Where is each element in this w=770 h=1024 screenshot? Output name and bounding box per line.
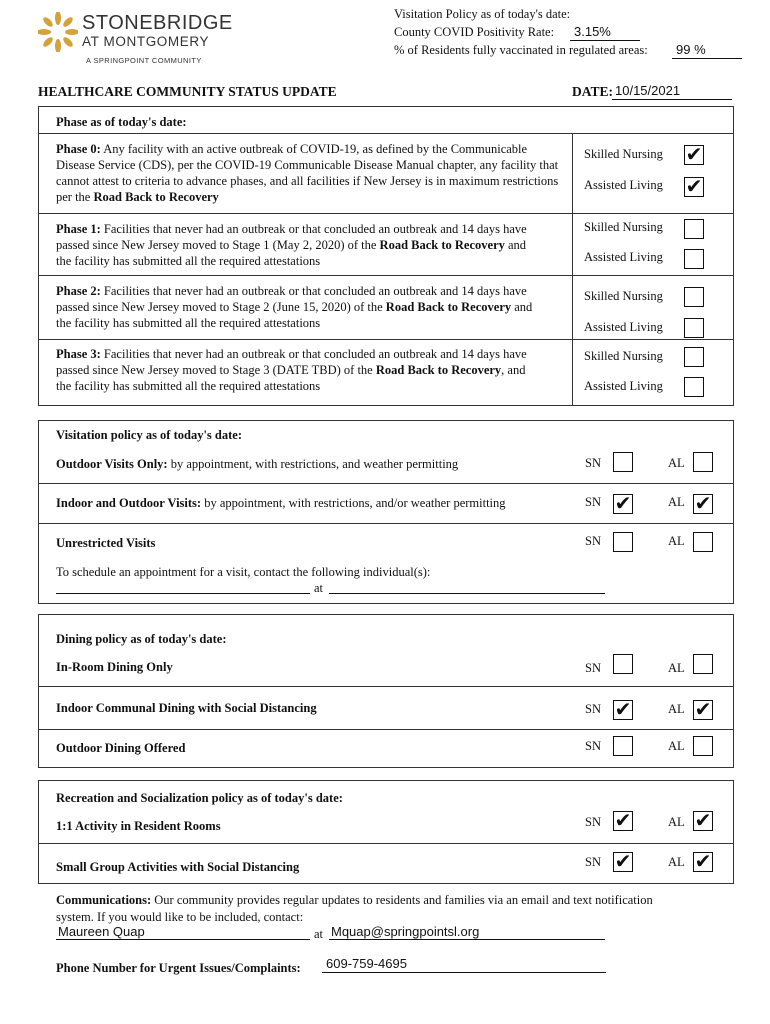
in-room-dining-sn-label: SN (585, 661, 601, 675)
one-on-one-sn-checkbox[interactable]: ✔ (614, 808, 632, 832)
phase-2-skilled-checkbox[interactable] (684, 287, 704, 307)
in-room-dining-sn-checkbox[interactable] (613, 654, 633, 674)
phase-1-description (56, 221, 536, 269)
phase-2-text: Facilities that never had an outbreak or that concluded an outbreak and 14 days have passed since New Jersey moved to Stage 2 (June 15, 2020) of the (56, 284, 527, 314)
phase-heading: Phase as of today's date: (56, 115, 187, 129)
phase-3-text: Facilities that never had an outbreak or that concluded an outbreak and 14 days have passed since New Jersey moved to Stage 3 (DATE TBD) of the (56, 347, 527, 377)
phase-1-skilled-label: Skilled Nursing (584, 220, 663, 234)
communications-line2: system. If you would like to be included, contact: (56, 910, 304, 924)
vaccinated-label: % of Residents fully vaccinated in regulated areas: (394, 43, 648, 57)
outdoor-visits-label: Outdoor Visits Only: (56, 457, 168, 471)
phase-0-text: Any facility with an active outbreak of COVID-19, as defined by the Communicable Disease Service (CDS), per the COVID-19 Communicable Disease Manual chapter, any facility that cannot attest to criteria to advance phases, and all facilities if New Jersey is in maximum restrictions per the (56, 142, 559, 204)
outdoor-dining-label: Outdoor Dining Offered (56, 741, 186, 755)
outdoor-visits-al-checkbox[interactable] (693, 452, 713, 472)
communal-dining-al-label: AL (668, 702, 685, 716)
visitation-heading: Visitation policy as of today's date: (56, 428, 242, 442)
in-room-dining-label: In-Room Dining Only (56, 660, 173, 674)
phase-3-skilled-checkbox[interactable] (684, 347, 704, 367)
phase-3-description (56, 346, 536, 394)
unrestricted-visits-al-label: AL (668, 534, 685, 548)
phase-1-name: Phase 1: (56, 222, 101, 236)
contact-name-value: Maureen Quap (58, 924, 145, 939)
outdoor-visits-sn-label: SN (585, 456, 601, 470)
phase-3-assisted-label: Assisted Living (584, 379, 663, 393)
phase-3-assisted-checkbox[interactable] (684, 377, 704, 397)
outdoor-visits-sn-checkbox[interactable] (613, 452, 633, 472)
phase-0-description (56, 141, 564, 205)
communications-label: Communications: (56, 893, 152, 907)
phase-1-tail: and the facility has submitted all the required attestations (56, 238, 527, 268)
indoor-visits-sn-checkbox[interactable]: ✔ (614, 491, 632, 515)
logo (36, 10, 236, 68)
date-field[interactable] (612, 84, 732, 100)
phase-0-skilled-checkbox[interactable]: ✔ (685, 142, 703, 166)
indoor-visits-sn-label: SN (585, 495, 601, 509)
contact-name-field[interactable] (56, 926, 310, 940)
phase-3-name: Phase 3: (56, 347, 101, 361)
logo-tagline: A SPRINGPOINT COMMUNITY (86, 56, 202, 65)
small-group-sn-label: SN (585, 855, 601, 869)
outdoor-dining-sn-checkbox[interactable] (613, 736, 633, 756)
one-on-one-al-checkbox[interactable]: ✔ (694, 808, 712, 832)
phase-1-text: Facilities that never had an outbreak or that concluded an outbreak and 14 days have passed since New Jersey moved to Stage 1 (May 2, 2020) of the (56, 222, 527, 252)
outdoor-dining-sn-label: SN (585, 739, 601, 753)
indoor-visits-al-checkbox[interactable]: ✔ (694, 491, 712, 515)
positivity-label: County COVID Positivity Rate: (394, 25, 555, 39)
phase-2-description (56, 283, 536, 331)
indoor-visits-label: Indoor and Outdoor Visits: (56, 496, 202, 510)
dining-heading: Dining policy as of today's date: (56, 632, 227, 646)
indoor-visits-text: by appointment, with restrictions, and/or weather permitting (204, 496, 506, 510)
unrestricted-visits-sn-label: SN (585, 534, 601, 548)
phase-0-bold-tail: Road Back to Recovery (93, 190, 219, 204)
phone-field[interactable] (322, 958, 606, 973)
one-on-one-activity-label: 1:1 Activity in Resident Rooms (56, 819, 221, 833)
logo-name-line2: AT MONTGOMERY (82, 34, 210, 49)
date-value: 10/15/2021 (615, 83, 681, 98)
one-on-one-al-label: AL (668, 815, 685, 829)
vaccinated-value: 99 % (676, 42, 706, 57)
phase-2-skilled-label: Skilled Nursing (584, 289, 663, 303)
phase-1-assisted-label: Assisted Living (584, 250, 663, 264)
page-title: HEALTHCARE COMMUNITY STATUS UPDATE (38, 84, 337, 99)
outdoor-visits-text: by appointment, with restrictions, and weather permitting (170, 457, 459, 471)
logo-name-line1: STONEBRIDGE (82, 12, 233, 34)
phone-label: Phone Number for Urgent Issues/Complaints: (56, 961, 301, 975)
outdoor-dining-al-checkbox[interactable] (693, 736, 713, 756)
communal-dining-sn-label: SN (585, 702, 601, 716)
in-room-dining-al-label: AL (668, 661, 685, 675)
indoor-visits-row (56, 495, 506, 511)
in-room-dining-al-checkbox[interactable] (693, 654, 713, 674)
unrestricted-visits-sn-checkbox[interactable] (613, 532, 633, 552)
phase-2-name: Phase 2: (56, 284, 101, 298)
phase-0-name: Phase 0: (56, 142, 101, 156)
phase-3-skilled-label: Skilled Nursing (584, 349, 663, 363)
unrestricted-visits-al-checkbox[interactable] (693, 532, 713, 552)
small-group-al-label: AL (668, 855, 685, 869)
phase-1-assisted-checkbox[interactable] (684, 249, 704, 269)
phase-1-bold-tail: Road Back to Recovery (379, 238, 505, 252)
positivity-value: 3.15% (574, 24, 611, 39)
recreation-heading: Recreation and Socialization policy as of today's date: (56, 791, 343, 805)
phase-2-bold-tail: Road Back to Recovery (385, 300, 512, 314)
one-on-one-sn-label: SN (585, 815, 601, 829)
outdoor-visits-row (56, 456, 458, 472)
phase-3-bold-tail: Road Back to Recovery (375, 363, 502, 377)
phase-2-assisted-label: Assisted Living (584, 320, 663, 334)
communal-dining-al-checkbox[interactable]: ✔ (694, 697, 712, 721)
phase-0-assisted-checkbox[interactable]: ✔ (685, 174, 703, 198)
sunburst-logo-icon (38, 12, 78, 52)
schedule-contact-name-field[interactable] (56, 581, 310, 594)
phase-2-assisted-checkbox[interactable] (684, 318, 704, 338)
phase-1-skilled-checkbox[interactable] (684, 219, 704, 239)
policy-date-label: Visitation Policy as of today's date: (394, 7, 571, 21)
date-label: DATE: (572, 84, 614, 99)
contact-email-field[interactable] (329, 926, 605, 940)
indoor-visits-al-label: AL (668, 495, 685, 509)
positivity-field[interactable] (570, 25, 640, 41)
schedule-at-label: at (314, 581, 324, 595)
outdoor-dining-al-label: AL (668, 739, 685, 753)
vaccinated-field[interactable] (672, 43, 742, 59)
small-group-al-checkbox[interactable]: ✔ (694, 849, 712, 873)
communications-line1: Our community provides regular updates to residents and families via an email and text notification (154, 893, 653, 907)
contact-at-label: at (314, 927, 324, 941)
phone-value: 609-759-4695 (326, 956, 407, 971)
communal-dining-sn-checkbox[interactable]: ✔ (614, 697, 632, 721)
schedule-contact-text: To schedule an appointment for a visit, contact the following individual(s): (56, 565, 431, 579)
phase-3-tail: , and the facility has submitted all the required attestations (56, 363, 526, 393)
communal-dining-label: Indoor Communal Dining with Social Distancing (56, 701, 317, 715)
unrestricted-visits-label: Unrestricted Visits (56, 536, 156, 550)
schedule-contact-info-field[interactable] (329, 581, 605, 594)
communications-text (56, 892, 736, 908)
contact-email-value: Mquap@springpointsl.org (331, 924, 480, 939)
small-group-sn-checkbox[interactable]: ✔ (614, 849, 632, 873)
phase-2-tail: and the facility has submitted all the required attestations (56, 300, 533, 330)
outdoor-visits-al-label: AL (668, 456, 685, 470)
small-group-activity-label: Small Group Activities with Social Distancing (56, 860, 300, 874)
phase-0-assisted-label: Assisted Living (584, 178, 663, 192)
phase-0-skilled-label: Skilled Nursing (584, 147, 663, 161)
